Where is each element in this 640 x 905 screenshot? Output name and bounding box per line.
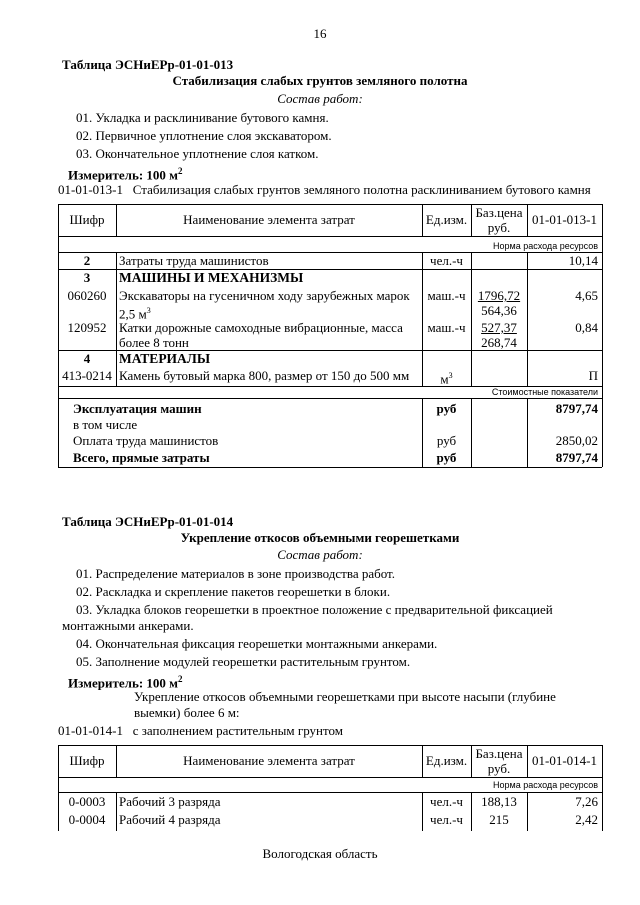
row-value: 4,65 [575,288,598,303]
table-2-work-item: 02. Раскладка и скрепление пакетов георешетки в блоки. [76,584,391,599]
row-code: 4 [83,351,91,366]
unit-sup: 3 [146,306,151,315]
row-unit: чел.-ч [430,253,463,268]
row-unit [422,369,471,386]
table-2-code-desc: с заполнением растительным грунтом [132,723,343,738]
table-2-work-item: 01. Распределение материалов в зоне производства работ. [76,566,396,581]
page-footer: Вологодская область [262,846,378,861]
table-1-work-item: 01. Укладка и расклинивание бутового камня. [76,110,329,125]
cost-value: 2850,02 [555,433,598,448]
row-value: 2,42 [575,812,598,827]
table-1-title: Таблица ЭСНиЕРр-01-01-013 [62,57,234,72]
header-unit: Ед.изм. [425,753,468,768]
row-name-text: 2,5 м [119,306,147,322]
row-code: 060260 [67,288,107,303]
table-2-desc: Укрепление откосов объемными георешетками при высоте насыпи (глубине [134,689,556,704]
row-name-cont [119,304,151,321]
row-code: 2 [83,253,91,268]
table-1-code: 01-01-013-1 [58,182,123,197]
header-price-unit: руб. [487,761,511,776]
table-2-code: 01-01-014-1 [58,723,123,738]
cost-name: Всего, прямые затраты [73,450,210,465]
row-code: 120952 [67,320,107,335]
row-code: 3 [83,270,91,285]
row-price: 215 [489,812,509,827]
section-materials: МАТЕРИАЛЫ [119,351,211,366]
header-column: 01-01-013-1 [532,212,597,227]
table-1-measure [68,164,183,182]
unit-text: м [440,371,449,387]
row-value: П [588,368,598,383]
row-value: 10,14 [568,253,598,268]
row-value: 7,26 [575,794,598,809]
norm-label: Норма расхода ресурсов [493,780,598,790]
table-1-work-item: 02. Первичное уплотнение слоя экскаватором. [76,128,332,143]
row-code: 0-0003 [68,794,106,809]
table-2-measure [68,672,183,690]
row-price: 1796,72 [477,288,521,303]
table-2-measure-text: Измеритель: 100 м [68,675,179,691]
row-name: Камень бутовый марка 800, размер от 150 до 500 мм [119,368,410,383]
norm-label: Норма расхода ресурсов [493,241,598,251]
row-price: 527,37 [481,320,517,335]
table-2-work-item-cont: монтажными анкерами. [62,618,194,633]
table-1-measure-text: Измеритель: 100 м [68,167,179,183]
cost-value: 8797,74 [555,401,598,416]
cost-unit: руб [436,450,457,465]
table-1-code-desc: Стабилизация слабых грунтов земляного полотна расклиниванием бутового камня [132,182,591,197]
cost-label: Стоимостные показатели [491,387,598,397]
cost-unit: руб [436,401,457,416]
unit-sup: 3 [448,371,453,380]
table-2-title: Таблица ЭСНиЕРр-01-01-014 [62,514,234,529]
header-unit: Ед.изм. [425,212,468,227]
table-1-code-line [58,182,591,197]
header-code: Шифр [69,212,105,227]
row-code: 0-0004 [68,812,106,827]
table-2-code-line [58,723,343,738]
header-name: Наименование элемента затрат [183,753,355,768]
row-name: Затраты труда машинистов [119,253,269,268]
cost-value: 8797,74 [555,450,598,465]
cost-name: Эксплуатация машин [73,401,202,416]
table-2-works-heading: Состав работ: [277,547,363,562]
table-2-measure-sup: 2 [178,674,183,684]
table-2-work-item: 04. Окончательная фиксация георешетки монтажными анкерами. [76,636,438,651]
header-price: Баз.цена [475,746,523,761]
header-name: Наименование элемента затрат [183,212,355,227]
row-code: 413-0214 [62,368,112,383]
row-name: Катки дорожные самоходные вибрационные, масса [119,320,403,335]
cost-name: в том числе [73,417,138,432]
section-machines: МАШИНЫ И МЕХАНИЗМЫ [119,270,304,285]
row-name-cont: более 8 тонн [119,335,189,350]
row-unit: чел.-ч [430,812,463,827]
header-column: 01-01-014-1 [532,753,597,768]
table-1-subtitle: Стабилизация слабых грунтов земляного полотна [172,73,468,88]
row-unit: маш.-ч [427,320,466,335]
table-2-work-item: 05. Заполнение модулей георешетки растительным грунтом. [76,654,411,669]
row-name: Экскаваторы на гусеничном ходу зарубежных марок [119,288,410,303]
table-1-work-item: 03. Окончательное уплотнение слоя катком. [76,146,319,161]
header-code: Шифр [69,753,105,768]
page-number: 16 [313,26,327,41]
row-price: 188,13 [481,794,517,809]
row-price-2: 564,36 [481,303,517,318]
header-price: Баз.цена [475,205,523,220]
row-unit: чел.-ч [430,794,463,809]
table-1-works-heading: Состав работ: [277,91,363,106]
header-price-unit: руб. [487,220,511,235]
row-value: 0,84 [575,320,598,335]
row-unit: маш.-ч [427,288,466,303]
row-name: Рабочий 4 разряда [119,812,221,827]
cost-name: Оплата труда машинистов [73,433,219,448]
table-2-desc-cont: выемки) более 6 м: [134,705,240,720]
table-1-measure-sup: 2 [178,166,183,176]
table-2-work-item: 03. Укладка блоков георешетки в проектное положение с предварительной фиксацией [76,602,553,617]
row-name: Рабочий 3 разряда [119,794,221,809]
table-2-subtitle: Укрепление откосов объемными георешетками [180,530,460,545]
row-price-2: 268,74 [481,335,517,350]
cost-unit: руб [436,433,457,448]
